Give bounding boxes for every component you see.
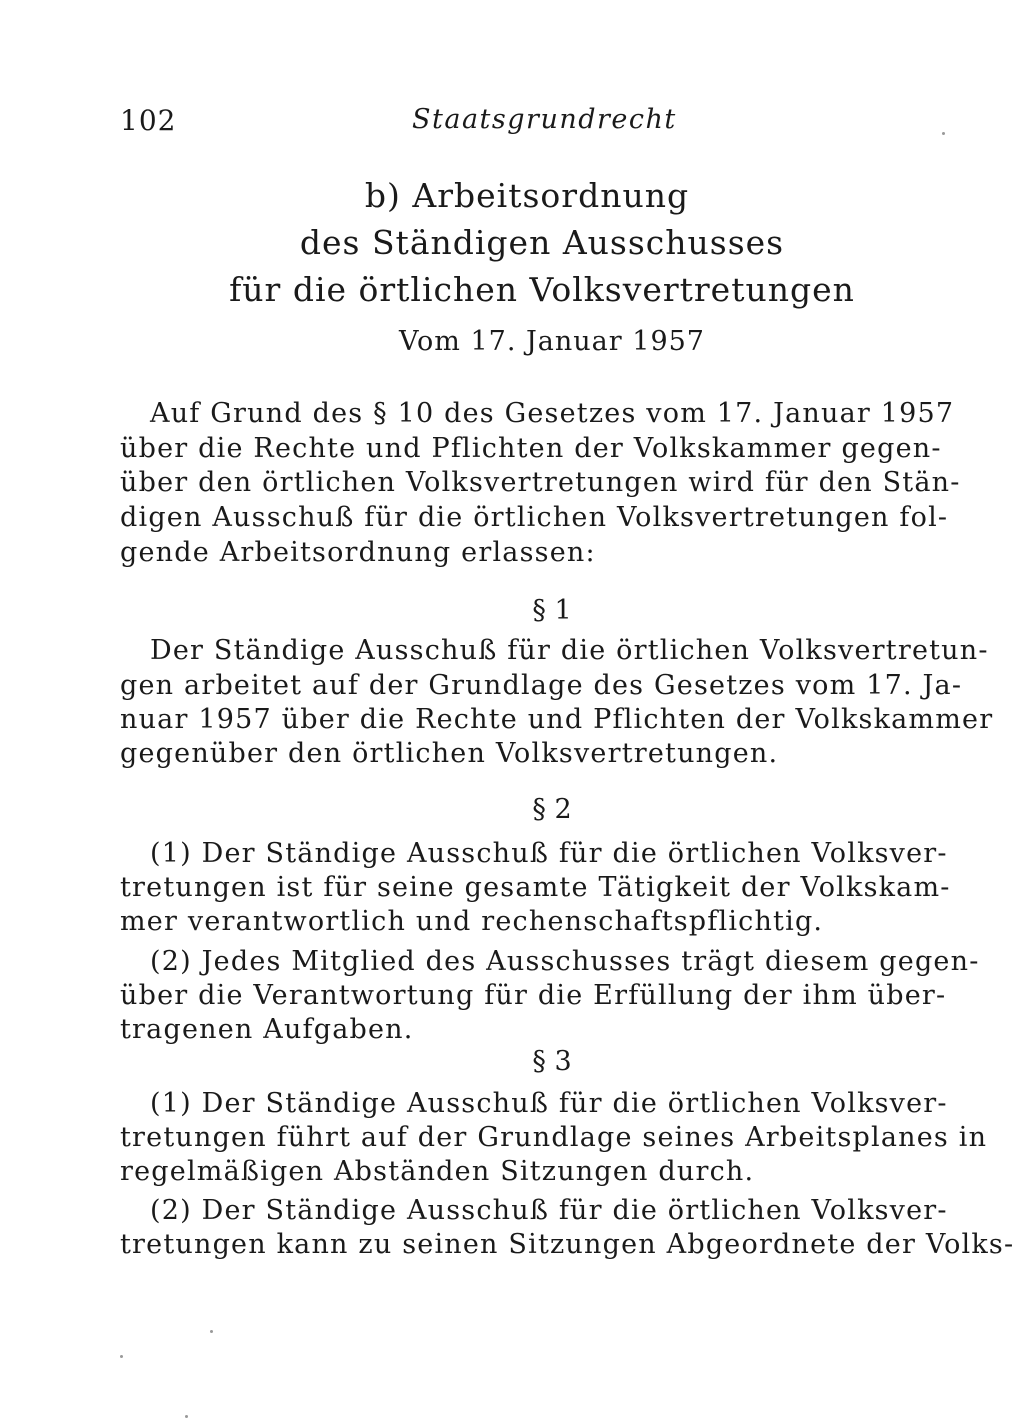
section-line: Der Ständige Ausschuß für die örtlichen Volksvertretun- (150, 635, 989, 666)
preamble-line: über den örtlichen Volksvertretungen wird für den Stän- (120, 467, 961, 498)
section-line: über die Verantwortung für die Erfüllung der ihm über- (120, 980, 947, 1011)
section-heading: § 1 (532, 595, 572, 626)
preamble-line: über die Rechte und Pflichten der Volkskammer gegen- (120, 433, 942, 464)
preamble-line: digen Ausschuß für die örtlichen Volksvertretungen fol- (120, 502, 949, 533)
section-line: (1) Der Ständige Ausschuß für die örtlichen Volksver- (150, 838, 948, 869)
section-heading: § 2 (532, 794, 572, 825)
section-line: tretungen kann zu seinen Sitzungen Abgeordnete der Volks- (120, 1229, 1015, 1260)
section-line: gegenüber den örtlichen Volksvertretungen. (120, 738, 779, 769)
page-number: 102 (120, 104, 177, 137)
section-line: tretungen ist für seine gesamte Tätigkeit der Volkskam- (120, 872, 951, 903)
title-line-1: b) Arbeitsordnung (364, 176, 690, 215)
document-date: Vom 17. Januar 1957 (399, 326, 705, 357)
document-title (0, 172, 1024, 313)
section-line: mer verantwortlich und rechenschaftspflichtig. (120, 906, 824, 937)
title-line-3: für die örtlichen Volksvertretungen (229, 270, 855, 309)
section-line: (2) Jedes Mitglied des Ausschusses trägt diesem gegen- (150, 946, 980, 977)
section-line: tretungen führt auf der Grundlage seines Arbeitsplanes in (120, 1122, 988, 1153)
section-line: (2) Der Ständige Ausschuß für die örtlichen Volksver- (150, 1195, 948, 1226)
section-line: nuar 1957 über die Rechte und Pflichten der Volkskammer (120, 704, 994, 735)
preamble-line: gende Arbeitsordnung erlassen: (120, 537, 596, 568)
section-line: (1) Der Ständige Ausschuß für die örtlichen Volksver- (150, 1088, 948, 1119)
preamble-line: Auf Grund des § 10 des Gesetzes vom 17. Januar 1957 (150, 398, 955, 429)
section-line: regelmäßigen Abständen Sitzungen durch. (120, 1156, 755, 1187)
section-line: gen arbeitet auf der Grundlage des Gesetzes vom 17. Ja- (120, 670, 963, 701)
title-line-2: des Ständigen Ausschusses (299, 223, 785, 262)
scan-speck (942, 132, 945, 135)
running-title: Staatsgrundrecht (412, 104, 677, 135)
scan-speck (210, 1330, 213, 1333)
section-line: tragenen Aufgaben. (120, 1014, 414, 1045)
section-heading: § 3 (532, 1046, 572, 1077)
scan-speck (120, 1355, 123, 1358)
scan-speck (185, 1415, 188, 1418)
